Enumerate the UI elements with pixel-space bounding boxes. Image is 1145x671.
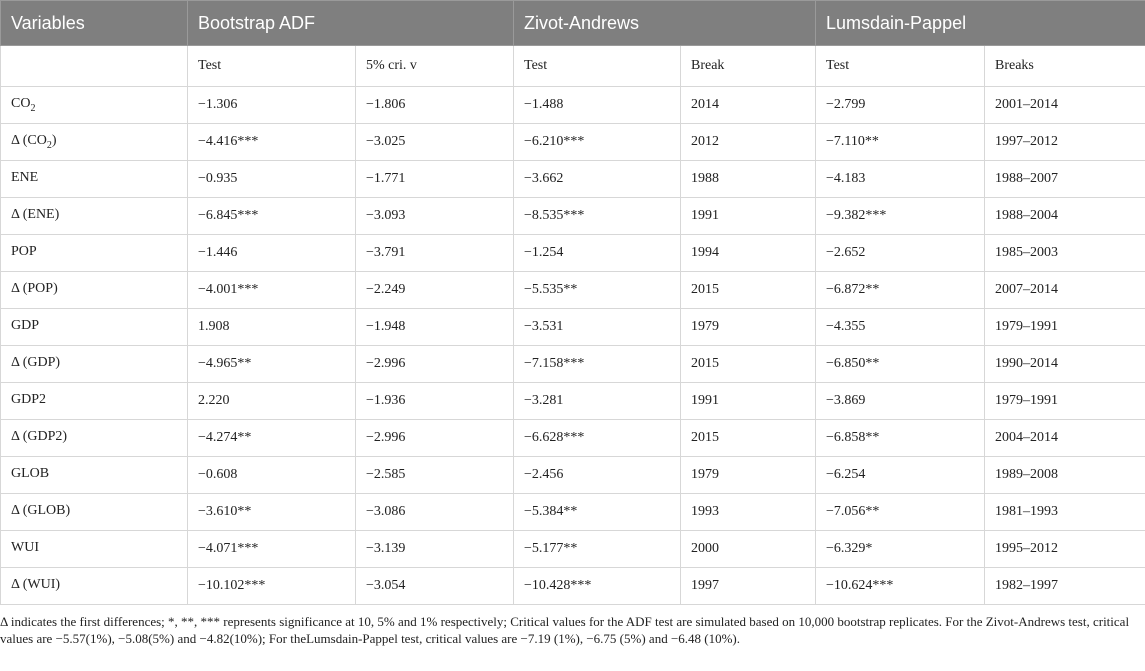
lp-breaks-cell: 1997–2012: [985, 124, 1145, 161]
table-row: [1, 124, 1145, 161]
lp-breaks-cell: 1979–1991: [985, 309, 1145, 346]
lp-test-cell: −3.869: [816, 383, 985, 420]
za-break-cell: 1979: [681, 309, 816, 346]
adf-test-cell: −10.102***: [188, 568, 356, 605]
za-test-cell: −6.210***: [514, 124, 681, 161]
za-test-cell: −2.456: [514, 457, 681, 494]
table-row: [1, 346, 1145, 383]
lp-test-cell: −6.858**: [816, 420, 985, 457]
variable-cell: $CO_2$: [1, 87, 188, 124]
lp-breaks-cell: 1988–2004: [985, 198, 1145, 235]
subheader-cell: Breaks: [985, 46, 1145, 87]
lp-breaks-cell: 1995–2012: [985, 531, 1145, 568]
table-row: [1, 531, 1145, 568]
adf-cv-cell: −2.996: [356, 420, 514, 457]
table-row: [1, 457, 1145, 494]
lp-test-cell: −10.624***: [816, 568, 985, 605]
lp-test-cell: −4.183: [816, 161, 985, 198]
za-test-cell: −5.177**: [514, 531, 681, 568]
subheader-cell: Test: [514, 46, 681, 87]
lp-test-cell: −7.056**: [816, 494, 985, 531]
adf-cv-cell: −1.771: [356, 161, 514, 198]
adf-test-cell: −4.274**: [188, 420, 356, 457]
variable-cell: Δ (GDP2): [1, 420, 188, 457]
za-break-cell: 1994: [681, 235, 816, 272]
za-test-cell: −5.384**: [514, 494, 681, 531]
adf-test-cell: −4.965**: [188, 346, 356, 383]
za-break-cell: 2015: [681, 420, 816, 457]
table-body: [1, 87, 1145, 605]
table-row: [1, 272, 1145, 309]
adf-test-cell: −1.446: [188, 235, 356, 272]
variable-cell: Δ (GDP): [1, 346, 188, 383]
za-break-cell: 2014: [681, 87, 816, 124]
adf-test-cell: −0.608: [188, 457, 356, 494]
adf-cv-cell: −3.791: [356, 235, 514, 272]
adf-test-cell: −6.845***: [188, 198, 356, 235]
za-break-cell: 1991: [681, 198, 816, 235]
variable-cell: Δ (GLOB): [1, 494, 188, 531]
za-break-cell: 2000: [681, 531, 816, 568]
header-zivot-andrews: Zivot-Andrews: [514, 1, 816, 46]
za-test-cell: −3.281: [514, 383, 681, 420]
table-row: [1, 568, 1145, 605]
adf-cv-cell: −3.054: [356, 568, 514, 605]
za-test-cell: −7.158***: [514, 346, 681, 383]
header-row: [1, 1, 1145, 46]
lp-test-cell: −6.254: [816, 457, 985, 494]
variable-cell: GDP2: [1, 383, 188, 420]
lp-breaks-cell: 1985–2003: [985, 235, 1145, 272]
table-row: [1, 87, 1145, 124]
adf-cv-cell: −1.806: [356, 87, 514, 124]
adf-cv-cell: −1.936: [356, 383, 514, 420]
lp-breaks-cell: 2001–2014: [985, 87, 1145, 124]
za-test-cell: −6.628***: [514, 420, 681, 457]
adf-test-cell: −3.610**: [188, 494, 356, 531]
lp-breaks-cell: 1982–1997: [985, 568, 1145, 605]
adf-test-cell: −1.306: [188, 87, 356, 124]
za-break-cell: 1979: [681, 457, 816, 494]
lp-test-cell: −6.872**: [816, 272, 985, 309]
table-row: [1, 235, 1145, 272]
za-test-cell: −10.428***: [514, 568, 681, 605]
adf-cv-cell: −2.585: [356, 457, 514, 494]
adf-test-cell: 1.908: [188, 309, 356, 346]
table-row: [1, 309, 1145, 346]
adf-cv-cell: −2.249: [356, 272, 514, 309]
adf-test-cell: −4.001***: [188, 272, 356, 309]
adf-test-cell: 2.220: [188, 383, 356, 420]
adf-cv-cell: −3.025: [356, 124, 514, 161]
adf-cv-cell: −1.948: [356, 309, 514, 346]
variable-cell: Δ $(CO_2)$: [1, 124, 188, 161]
table-row: [1, 420, 1145, 457]
za-break-cell: 1988: [681, 161, 816, 198]
za-break-cell: 1993: [681, 494, 816, 531]
variable-cell: Δ (ENE): [1, 198, 188, 235]
za-test-cell: −1.488: [514, 87, 681, 124]
table-footnote: Δ indicates the first differences; *, **, *** represents significance at 10, 5% and 1% respectively; Critical values for the ADF test are simulated based on 10,000 bootstrap replicates. For the Zivot-Andrews test, critical values are −5.57(1%), −5.08(5%) and −4.82(10%); For theLumsdain-Pappel test, critical values are −7.19 (1%), −6.75 (5%) and −6.48 (10%).: [0, 614, 1130, 646]
lp-breaks-cell: 2004–2014: [985, 420, 1145, 457]
lp-breaks-cell: 1988–2007: [985, 161, 1145, 198]
za-break-cell: 1997: [681, 568, 816, 605]
lp-test-cell: −6.850**: [816, 346, 985, 383]
variable-cell: GLOB: [1, 457, 188, 494]
za-test-cell: −1.254: [514, 235, 681, 272]
adf-cv-cell: −3.086: [356, 494, 514, 531]
adf-cv-cell: −3.139: [356, 531, 514, 568]
header-bootstrap-adf: Bootstrap ADF: [188, 1, 514, 46]
adf-cv-cell: −3.093: [356, 198, 514, 235]
za-test-cell: −8.535***: [514, 198, 681, 235]
subheader-cell: 5% cri. v: [356, 46, 514, 87]
za-test-cell: −5.535**: [514, 272, 681, 309]
variable-cell: GDP: [1, 309, 188, 346]
table-row: [1, 198, 1145, 235]
table-row: [1, 494, 1145, 531]
table-row: [1, 383, 1145, 420]
variable-cell: WUI: [1, 531, 188, 568]
za-test-cell: −3.662: [514, 161, 681, 198]
subheader-row: [1, 46, 1145, 87]
variable-cell: Δ (POP): [1, 272, 188, 309]
za-break-cell: 2012: [681, 124, 816, 161]
variable-cell: POP: [1, 235, 188, 272]
za-break-cell: 2015: [681, 272, 816, 309]
za-break-cell: 2015: [681, 346, 816, 383]
subheader-cell: Test: [188, 46, 356, 87]
lp-breaks-cell: 1981–1993: [985, 494, 1145, 531]
variable-cell: ENE: [1, 161, 188, 198]
lp-breaks-cell: 1989–2008: [985, 457, 1145, 494]
header-lumsdain-pappel: Lumsdain-Pappel: [816, 1, 1145, 46]
adf-test-cell: −0.935: [188, 161, 356, 198]
adf-cv-cell: −2.996: [356, 346, 514, 383]
lp-test-cell: −7.110**: [816, 124, 985, 161]
lp-test-cell: −4.355: [816, 309, 985, 346]
adf-test-cell: −4.071***: [188, 531, 356, 568]
za-break-cell: 1991: [681, 383, 816, 420]
subheader-cell: [1, 46, 188, 87]
subheader-cell: Break: [681, 46, 816, 87]
lp-breaks-cell: 1979–1991: [985, 383, 1145, 420]
table-row: [1, 161, 1145, 198]
lp-test-cell: −9.382***: [816, 198, 985, 235]
lp-test-cell: −2.799: [816, 87, 985, 124]
lp-test-cell: −6.329*: [816, 531, 985, 568]
adf-test-cell: −4.416***: [188, 124, 356, 161]
lp-test-cell: −2.652: [816, 235, 985, 272]
subheader-cell: Test: [816, 46, 985, 87]
lp-breaks-cell: 1990–2014: [985, 346, 1145, 383]
za-test-cell: −3.531: [514, 309, 681, 346]
header-variables: Variables: [1, 1, 188, 46]
variable-cell: Δ (WUI): [1, 568, 188, 605]
lp-breaks-cell: 2007–2014: [985, 272, 1145, 309]
